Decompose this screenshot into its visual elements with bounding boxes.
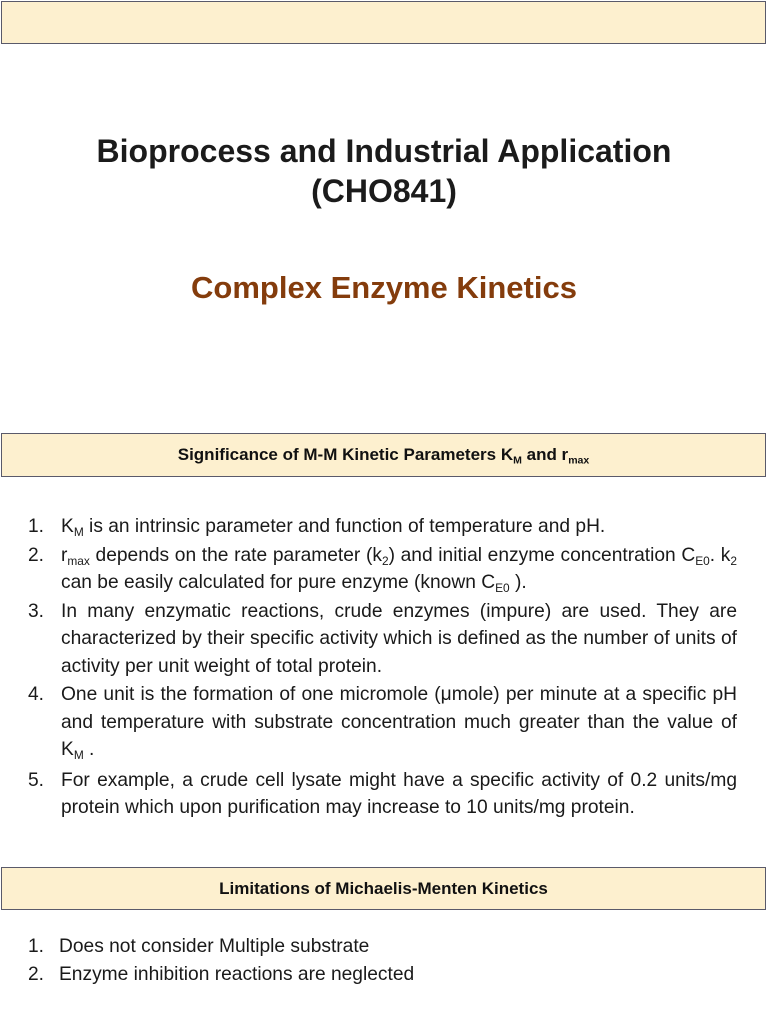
list-item: 1. Does not consider Multiple substrate: [28, 936, 370, 957]
list-item: 5. For example, a crude cell lysate might have a specific activity of 0.2 units/mg protein which upon purification may increase to 10 units/mg protein.: [28, 769, 737, 818]
page-title: [0, 131, 768, 211]
list-item: 1. $K_M$ is an intrinsic parameter and function of temperature and pH.: [28, 516, 606, 540]
limitations-heading: Limitations of Michaelis-Menten Kinetics: [1, 867, 766, 910]
heading-text: Significance of M-M Kinetic Parameters $K_M$ and $r_{max}$: [177, 445, 590, 467]
limitations-list: [28, 933, 728, 989]
page-subtitle: Complex Enzyme Kinetics: [191, 270, 577, 305]
significance-heading: [1, 433, 766, 477]
list-item: 2. Enzyme inhibition reactions are neglected: [28, 964, 415, 985]
list-item: 4. One unit is the formation of one micromole (μmole) per minute at a specific pH and temperature with substrate concentration much greater than the value of $K_M$ .: [28, 684, 737, 763]
list-item: 2. $r_{max}$ depends on the rate parameter $(k_2)$ and initial enzyme concentration $C_{E0}$. $k_2$ can be easily calculated for pure enzyme (known $C_{E0}$ ).: [28, 544, 737, 596]
title-line-2: (CHO841): [311, 173, 457, 209]
title-line-1: Bioprocess and Industrial Application: [96, 133, 672, 169]
significance-list: [28, 513, 737, 823]
list-item: 3. In many enzymatic reactions, crude enzymes (impure) are used. They are characterized by their specific activity which is defined as the number of units of activity per unit weight of total protein.: [28, 600, 737, 677]
top-banner: [1, 1, 766, 44]
